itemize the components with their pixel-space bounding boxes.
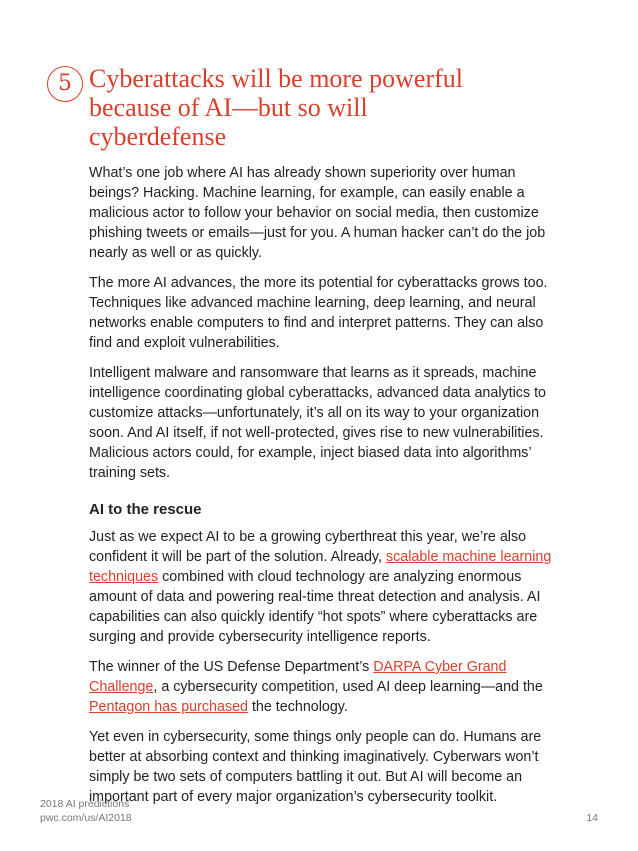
rescue-p2-text-mid: , a cybersecurity competition, used AI deep learning—and the	[153, 679, 543, 695]
link-pentagon-has-purchased[interactable]: Pentagon has purchased	[89, 699, 248, 715]
rescue-p1-text-before: Just as we expect AI to be a growing cyberthreat this year, we’re also confident it will be part of the solution. Already,	[89, 529, 527, 565]
rescue-p2-text-after: the technology.	[247, 699, 348, 715]
section-number-badge	[47, 66, 83, 102]
article-body	[89, 163, 559, 817]
page-number: 14	[586, 812, 598, 824]
paragraph-1: What’s one job where AI has already shown superiority over human beings? Hacking. Machine learning, for example, can easily enable a malicious actor to follow your behavior on social media, then customize phishing tweets or emails—just for you. A human hacker can’t do the job nearly as well or as quickly.	[89, 165, 546, 261]
link-scalable-machine-learning[interactable]: scalable machine learning techniques	[89, 549, 552, 585]
footer-info	[40, 797, 132, 825]
footer-url: pwc.com/us/AI2018	[40, 812, 132, 824]
rescue-p1-text-after: combined with cloud technology are analyzing enormous amount of data and powering real-time threat detection and analysis. AI capabilities can also quickly identify “hot spots” where cyberattacks are surging and provide cybersecurity intelligence reports.	[89, 569, 541, 645]
rescue-paragraph-2	[89, 657, 559, 717]
paragraph-3: Intelligent malware and ransomware that learns as it spreads, machine intelligence coordinating global cyberattacks, advanced data analytics to customize attacks—unfortunately, it’s all on its way to your organization soon. And AI itself, if not well-protected, gives rise to new vulnerabilities. Malicious actors could, for example, inject biased data into algorithms’ training sets.	[89, 365, 546, 481]
footer-report-title: 2018 AI predictions	[40, 798, 130, 810]
paragraph-2: The more AI advances, the more its potential for cyberattacks grows too. Techniques like advanced machine learning, deep learning, and neural networks enable computers to find and interpret patterns. They can also find and exploit vulnerabilities.	[89, 275, 548, 351]
rescue-paragraph-3: Yet even in cybersecurity, some things only people can do. Humans are better at absorbing context and thinking imaginatively. Cyberwars won’t simply be two sets of computers battling it out. But AI will become an important part of every major organization’s cybersecurity toolkit.	[89, 729, 542, 805]
subheading-ai-to-the-rescue: AI to the rescue	[89, 501, 202, 518]
rescue-p2-text-before: The winner of the US Defense Department’s	[89, 659, 374, 675]
section-number: 5	[58, 71, 72, 96]
section-title: Cyberattacks will be more powerful because of AI—but so will cyberdefense	[89, 64, 463, 151]
rescue-paragraph-1	[89, 527, 559, 647]
link-darpa-cyber-grand-challenge[interactable]: DARPA Cyber Grand Challenge	[89, 659, 507, 695]
